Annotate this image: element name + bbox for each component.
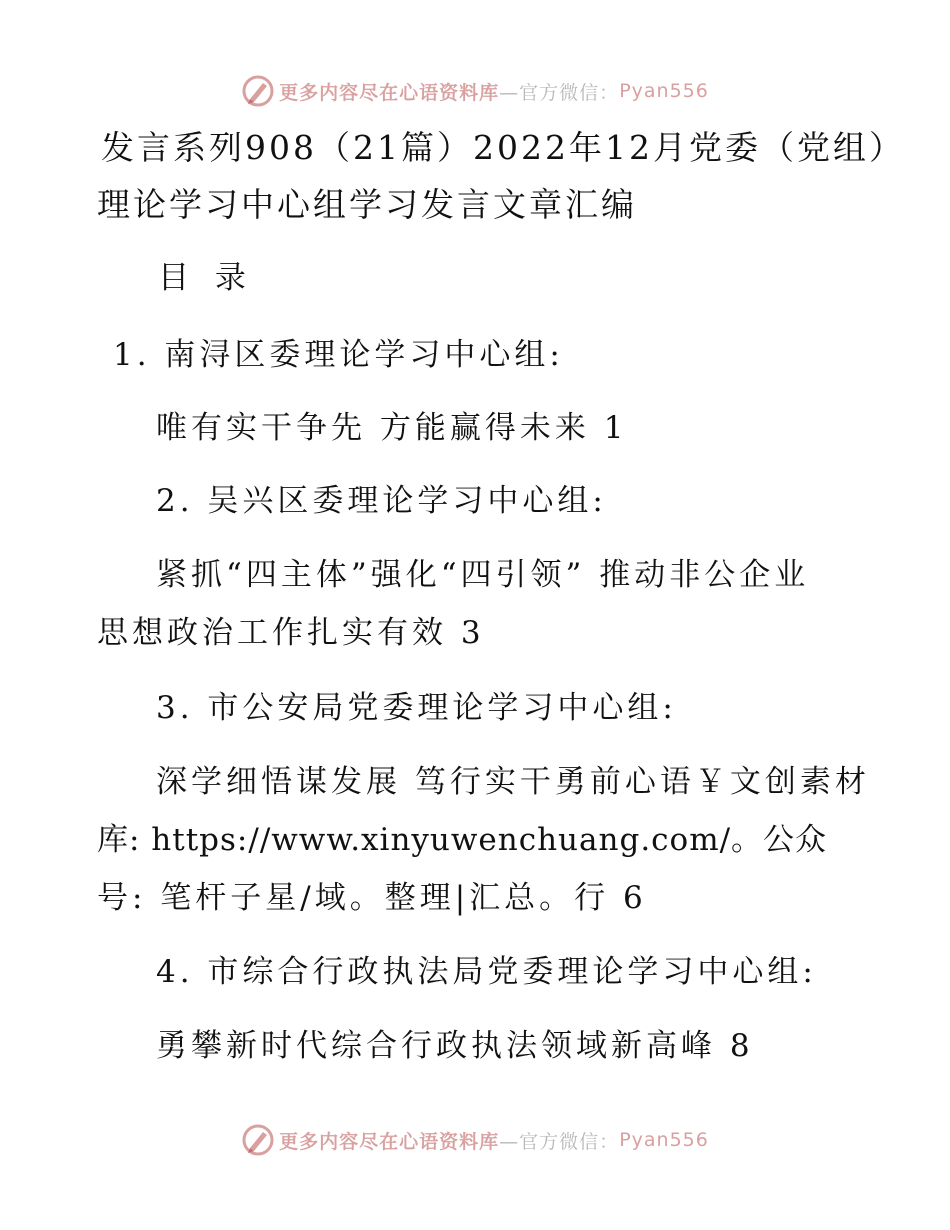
pen-logo-icon <box>241 1123 275 1157</box>
toc-entry-2-heading: 2. 吴兴区委理论学习中心组: <box>156 483 607 519</box>
watermark-label: —官方微信： <box>499 81 620 104</box>
toc-entry-1-title: 唯有实干争先 方能赢得未来 1 <box>156 410 628 446</box>
toc-entry-4-heading: 4. 市综合行政执法局党委理论学习中心组: <box>156 954 817 990</box>
watermark-wechat-id: Pyan556 <box>619 80 709 102</box>
pen-logo-icon <box>241 74 275 108</box>
toc-entry-2-title-line-1: 紧抓“四主体”强化“四引领” 推动非公企业 <box>156 557 810 593</box>
document-title-line-1: 发言系列908（21篇）2022年12月党委（党组） <box>101 128 905 167</box>
watermark-brand: 更多内容尽在心语资料库 <box>279 1130 500 1153</box>
toc-entry-3-title-line-1: 深学细悟谋发展 笃行实干勇前心语￥文创素材 <box>156 764 870 800</box>
watermark-banner-top <box>0 71 950 111</box>
toc-entry-3-heading: 3. 市公安局党委理论学习中心组: <box>156 690 677 726</box>
toc-entry-4-title: 勇攀新时代综合行政执法领域新高峰 8 <box>156 1028 754 1064</box>
document-title-line-2: 理论学习中心组学习发言文章汇编 <box>97 185 637 224</box>
toc-entry-3-title-line-3: 号: 笔杆子星/域。整理|汇总。行 6 <box>97 880 647 916</box>
toc-heading: 目 录 <box>158 260 254 296</box>
toc-entry-2-title-line-2: 思想政治工作扎实有效 3 <box>97 615 485 651</box>
toc-entry-3-title-line-2: 库: https://www.xinyuwenchuang.com/。公众 <box>97 822 828 858</box>
toc-entry-1-heading: 1. 南浔区委理论学习中心组: <box>113 337 564 373</box>
watermark-brand: 更多内容尽在心语资料库 <box>279 81 500 104</box>
watermark-banner-bottom <box>0 1120 950 1160</box>
watermark-label: —官方微信： <box>499 1130 620 1153</box>
watermark-wechat-id: Pyan556 <box>619 1129 709 1151</box>
